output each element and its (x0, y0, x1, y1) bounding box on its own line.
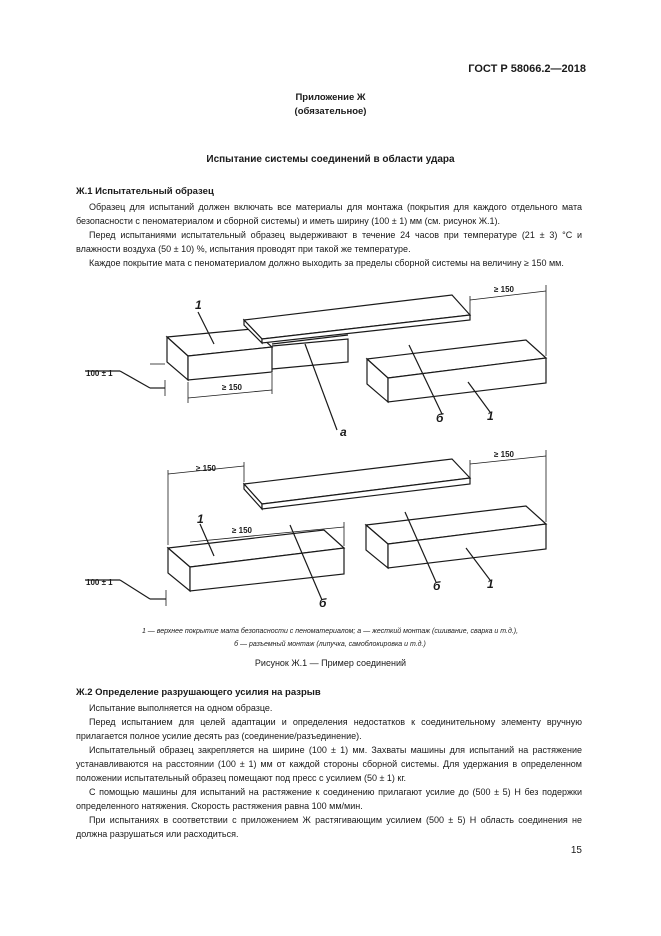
label-b-lower-right: б (433, 579, 441, 593)
label-1-lower-right: 1 (487, 577, 494, 591)
dim-150-upper-middle: ≥ 150 (222, 383, 242, 392)
paragraph: Каждое покрытие мата с пеноматериалом должно выходить за пределы сборной системы на величину ≥ 150 мм. (89, 258, 564, 268)
section-2-body (76, 701, 582, 841)
lower-right-mat-block (366, 506, 546, 568)
label-a-upper: а (340, 425, 347, 439)
dim-100-upper: 100 ± 1 (86, 369, 113, 378)
dim-150-lower-left: ≥ 150 (196, 464, 216, 473)
dim-150-upper-right: ≥ 150 (494, 285, 514, 294)
paragraph: Перед испытаниями испытательный образец выдерживают в течение 24 часов при температуре (21 ± 3) °С и влажности воздуха (50 ± 10) %, испытания проводят при такой же температуре. (76, 230, 582, 254)
upper-mat-plate (244, 295, 470, 343)
figure-legend-line-1: 1 — верхнее покрытие мата безопасности с пеноматериалом; а — жесткий монтаж (сшивание, сварка и т.д.), (141, 628, 519, 635)
appendix-status: (обязательное) (294, 106, 367, 117)
figure-legend-line-2: б — разъемный монтаж (липучка, самоблокировка и т.д.) (234, 641, 426, 648)
figure-caption: Рисунок Ж.1 — Пример соединений (254, 658, 407, 668)
paragraph: С помощью машины для испытаний на растяжение к соединению прилагают усилие до (500 ± 5) Н без подержки определенного натяжения. Скорость растяжения равна 100 мм/мин. (76, 787, 582, 811)
paragraph: При испытаниях в соответствии с приложением Ж растягивающим усилием (500 ± 5) Н область соединения не должна разрушаться или расходиться. (76, 815, 582, 839)
dim-100-lower: 100 ± 1 (86, 578, 113, 587)
dim-150-lower-right: ≥ 150 (494, 450, 514, 459)
paragraph: Перед испытанием для целей адаптации и определения недостатков к соединительному элементу вручную прилагается полное усилие десять раз (соединение/разъединение). (76, 717, 582, 741)
appendix-title: Приложение Ж (295, 92, 366, 103)
paragraph: Образец для испытаний должен включать все материалы для монтажа (покрытия для каждого отдельного мата безопасности с пеноматериалом и сборной системы) и иметь ширину (100 ± 1) мм (см. рисунок Ж.1). (76, 202, 582, 226)
main-title: Испытание системы соединений в области удара (206, 154, 455, 165)
lower-left-mat-block (168, 530, 344, 591)
label-1-upper-right: 1 (487, 409, 494, 423)
upper-right-mat-block (367, 340, 546, 402)
paragraph: Испытательный образец закрепляется на ширине (100 ± 1) мм. Захваты машины для испытаний на растяжение устанавливаются на расстоянии (100 ± 1) мм от каждой стороны сборной системы. Для удержания в определенном положении испытательный образец помещают под пресс с усилием (50 ± 1) кг. (76, 745, 582, 783)
label-1-lower-left: 1 (197, 512, 204, 526)
paragraph: Испытание выполняется на одном образце. (89, 703, 273, 713)
section-1-heading: Ж.1 Испытательный образец (76, 186, 214, 197)
standard-designation: ГОСТ Р 58066.2—2018 (468, 63, 586, 75)
label-1-upper-left: 1 (195, 298, 202, 312)
label-b-lower-left: б (319, 596, 327, 610)
dim-150-lower-middle: ≥ 150 (232, 526, 252, 535)
page-number: 15 (570, 845, 582, 856)
lower-mat-plate (244, 459, 470, 509)
label-b-upper: б (436, 411, 444, 425)
section-2-heading: Ж.2 Определение разрушающего усилия на разрыв (76, 687, 321, 698)
